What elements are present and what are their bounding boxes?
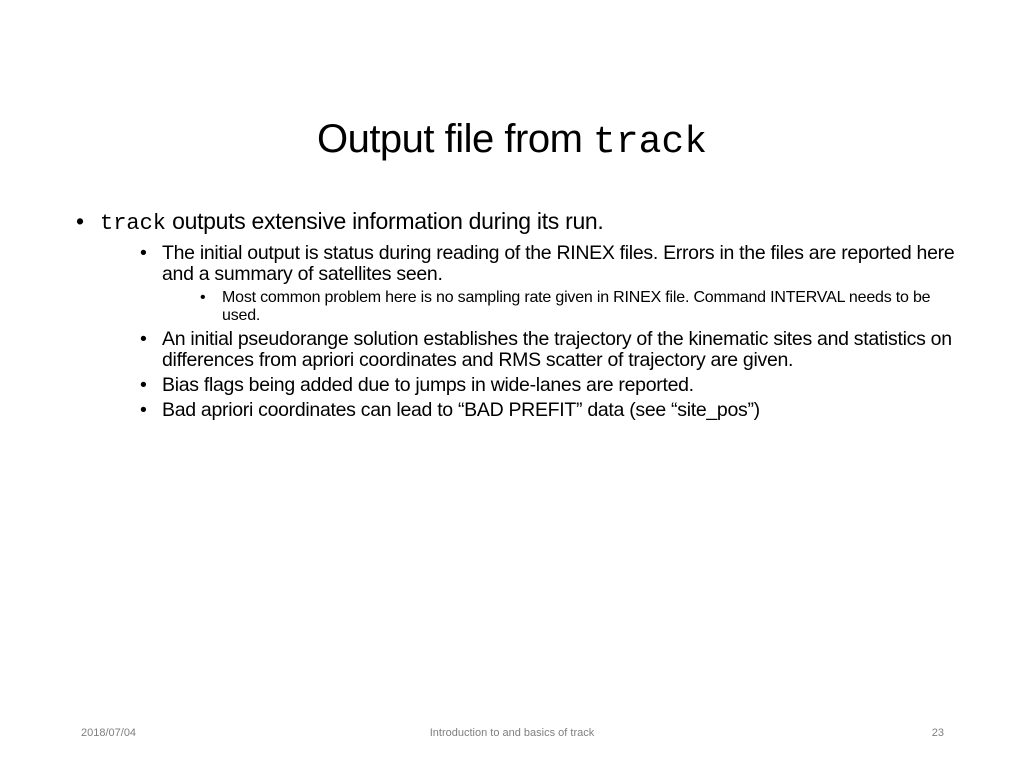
footer-title: Introduction to and basics of track	[429, 727, 595, 739]
sub-bullet-text: Bias flags being added due to jumps in wide-lanes are reported.	[162, 374, 694, 396]
sub-bullet-text: An initial pseudorange solution establishes the trajectory of the kinematic sites and statistics on differences from apriori coordinates and RMS scatter of trajectory are given.	[162, 328, 952, 371]
sub-bullet-item-bias-flags	[140, 375, 956, 396]
slide-title-code: track	[593, 120, 708, 164]
sub-bullet-item-bad-apriori	[140, 400, 956, 421]
slide-title-text: Output file from	[316, 116, 594, 161]
sub-sub-bullet-item-sampling-rate	[200, 289, 956, 325]
sub-bullet-text: The initial output is status during reading of the RINEX files. Errors in the files are reported here and a summary of satellites seen.	[162, 242, 955, 285]
bullet-list	[76, 206, 956, 421]
bullet-glyph: •	[200, 289, 206, 306]
sub-bullet-list	[140, 243, 956, 421]
sub-bullet-item-pseudorange	[140, 329, 956, 371]
sub-sub-bullet-list	[200, 289, 956, 325]
bullet-text: outputs extensive information during its run.	[166, 208, 604, 234]
bullet-glyph: •	[140, 242, 147, 264]
footer-date: 2018/07/04	[81, 727, 137, 739]
slide-body	[76, 206, 956, 421]
sub-sub-bullet-text: Most common problem here is no sampling rate given in RINEX file. Command INTERVAL needs to be used.	[222, 289, 931, 324]
bullet-item-track-outputs	[76, 206, 956, 421]
bullet-glyph: •	[140, 328, 147, 350]
bullet-glyph: •	[140, 399, 147, 421]
footer-page-number: 23	[931, 727, 944, 739]
inline-code-track: track	[100, 211, 167, 236]
bullet-glyph: •	[140, 374, 147, 396]
sub-bullet-item-initial-output	[140, 243, 956, 325]
slide-title	[0, 111, 1024, 171]
sub-bullet-text: Bad apriori coordinates can lead to “BAD PREFIT” data (see “site_pos”)	[162, 399, 760, 421]
bullet-glyph: •	[76, 208, 84, 234]
